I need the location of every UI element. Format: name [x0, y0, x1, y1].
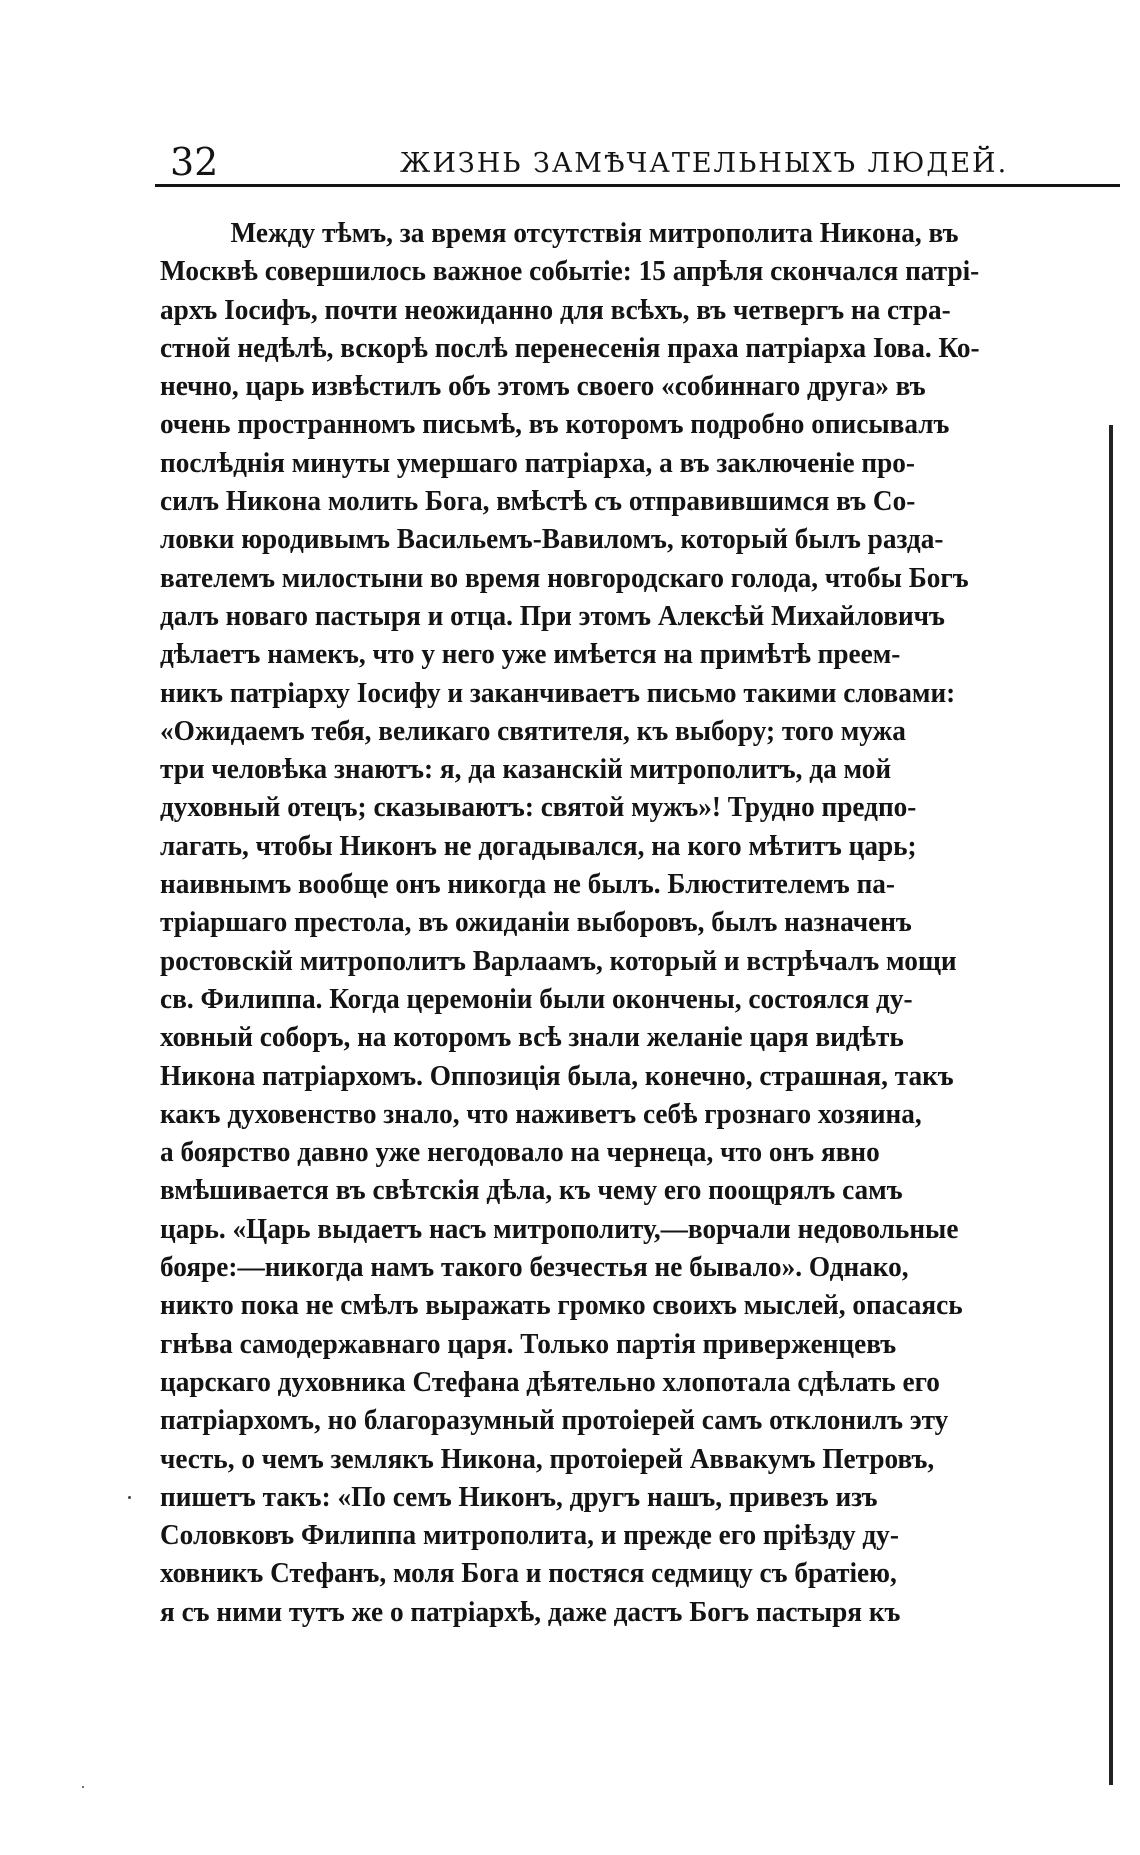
text-line: нечно, царь извѣстилъ объ этомъ своего «собиннаго друга» въ: [160, 370, 926, 403]
text-line: пишетъ такъ: «По семъ Никонъ, другъ нашъ, привезъ изъ: [160, 1480, 878, 1513]
text-line: никто пока не смѣлъ выражать громко своихъ мыслей, опасаясь: [160, 1289, 963, 1322]
text-line: ховный соборъ, на которомъ всѣ знали желаніе царя видѣть: [160, 1021, 904, 1054]
text-line: св. Филиппа. Когда церемоніи были окончены, состоялся ду-: [160, 982, 913, 1015]
text-line: далъ новаго пастыря и отца. При этомъ Алексѣй Михайловичъ: [160, 599, 945, 632]
text-line: «Ожидаемъ тебя, великаго святителя, къ выбору; того мужа: [160, 714, 906, 747]
text-line: честь, о чемъ землякъ Никона, протоіерей Аввакумъ Петровъ,: [160, 1442, 935, 1475]
text-line: гнѣва самодержавнаго царя. Только партія приверженцевъ: [160, 1327, 897, 1360]
text-line: лагать, чтобы Никонъ не догадывался, на кого мѣтитъ царь;: [160, 829, 917, 862]
text-line: архъ Іосифъ, почти неожиданно для всѣхъ, въ четвергъ на стра-: [160, 293, 951, 326]
text-line: очень пространномъ письмѣ, въ которомъ подробно описывалъ: [160, 408, 950, 441]
text-line: силъ Никона молить Бога, вмѣстѣ съ отправившимся въ Со-: [160, 485, 916, 518]
text-line: послѣднія минуты умершаго патріарха, а въ заключеніе про-: [160, 446, 915, 479]
scan-margin-edge: [1109, 425, 1113, 1785]
page-header: [160, 138, 1120, 186]
page-number: 32: [170, 140, 219, 184]
text-line: я съ ними тутъ же о патріархѣ, даже дастъ Богъ пастыря къ: [160, 1595, 901, 1628]
header-rule: [155, 184, 1120, 187]
text-line: Москвѣ совершилось важное событіе: 15 апрѣля скончался патрі-: [160, 255, 980, 288]
text-line: Между тѣмъ, за время отсутствія митрополита Никона, въ: [230, 217, 959, 249]
text-line: Соловковъ Филиппа митрополита, и прежде его пріѣзду ду-: [160, 1519, 899, 1552]
scan-speck: [82, 1786, 84, 1788]
text-line: вателемъ милостыни во время новгородскаго голода, чтобы Богъ: [160, 561, 969, 594]
text-line: какъ духовенство знало, что наживетъ себѣ грознаго хозяина,: [160, 1097, 922, 1130]
text-line: Никона патріархомъ. Оппозиція была, конечно, страшная, такъ: [160, 1059, 954, 1092]
body-text: [160, 214, 1120, 1631]
scan-speck: [128, 1496, 131, 1499]
text-line: бояре:—никогда намъ такого безчестья не бывало». Однако,: [160, 1251, 909, 1284]
text-line: стной недѣлѣ, вскорѣ послѣ перенесенія праха патріарха Іова. Ко-: [160, 331, 980, 364]
text-line: вмѣшивается въ свѣтскія дѣла, къ чему его поощрялъ самъ: [160, 1174, 903, 1207]
text-line: царь. «Царь выдаетъ насъ митрополиту,—ворчали недовольные: [160, 1212, 959, 1245]
text-line: ховникъ Стефанъ, моля Бога и постяся седмицу съ братіею,: [160, 1557, 897, 1590]
text-line: наивнымъ вообще онъ никогда не былъ. Блюстителемъ па-: [160, 868, 895, 901]
text-line: тріаршаго престола, въ ожиданіи выборовъ, былъ назначенъ: [160, 906, 912, 939]
text-line: духовный отецъ; сказываютъ: святой мужъ»! Трудно предпо-: [160, 791, 917, 824]
text-line: дѣлаетъ намекъ, что у него уже имѣется на примѣтѣ преем-: [160, 638, 901, 671]
running-head: ЖИЗНЬ ЗАМѢЧАТЕЛЬНЫХЪ ЛЮДЕЙ.: [400, 148, 1009, 179]
text-line: никъ патріарху Іосифу и заканчиваетъ письмо такими словами:: [160, 676, 956, 709]
text-line: три человѣка знаютъ: я, да казанскій митрополитъ, да мой: [160, 753, 892, 786]
text-line: патріархомъ, но благоразумный протоіерей самъ отклонилъ эту: [160, 1404, 949, 1437]
text-line: царскаго духовника Стефана дѣятельно хлопотала сдѣлать его: [160, 1365, 940, 1398]
text-line: а боярство давно уже негодовало на чернеца, что онъ явно: [160, 1136, 880, 1169]
text-line: ловки юродивымъ Васильемъ-Вавиломъ, который былъ разда-: [160, 523, 944, 556]
text-line: ростовскій митрополитъ Варлаамъ, который и встрѣчалъ мощи: [160, 944, 957, 977]
